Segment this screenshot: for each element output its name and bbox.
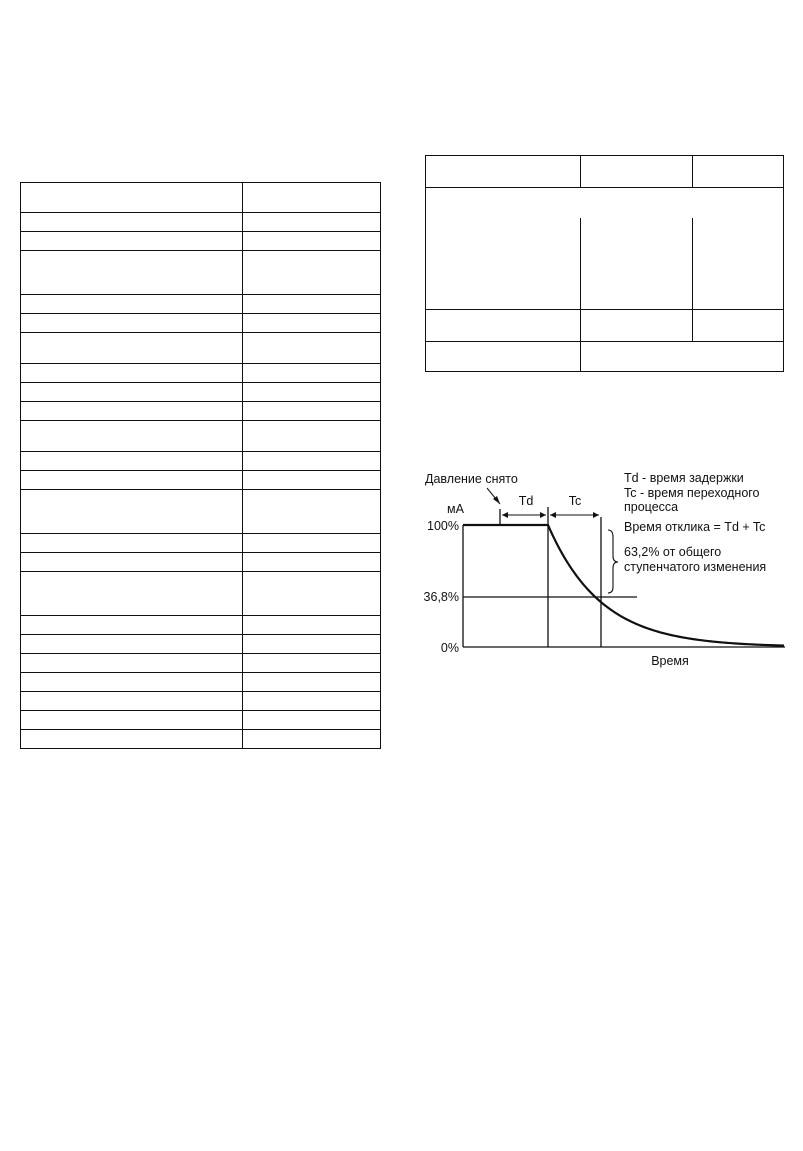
table-cell	[21, 490, 243, 534]
table-row	[426, 342, 784, 372]
table-row	[21, 616, 381, 635]
tc-arrow-right	[593, 512, 599, 518]
td-label: Td	[518, 494, 534, 508]
table-cell	[426, 156, 581, 188]
table-cell	[243, 314, 381, 333]
table-cell	[581, 218, 693, 310]
tc-label: Tc	[568, 494, 582, 508]
table-cell	[426, 342, 581, 372]
legend-td: Td - время задержки	[624, 471, 744, 485]
right-spec-table	[425, 155, 784, 372]
table-row	[21, 572, 381, 616]
table-cell	[21, 383, 243, 402]
table-cell	[21, 673, 243, 692]
table-cell	[21, 553, 243, 572]
table-row	[21, 232, 381, 251]
table-cell	[581, 342, 784, 372]
table-cell	[693, 310, 784, 342]
table-cell	[21, 183, 243, 213]
table-cell	[243, 183, 381, 213]
table-cell	[581, 310, 693, 342]
table-cell	[243, 572, 381, 616]
legend-tc: Tc - время переходного	[624, 486, 760, 500]
table-cell	[21, 471, 243, 490]
table-cell	[21, 711, 243, 730]
table-row	[21, 553, 381, 572]
pressure-released-label: Давление снято	[425, 472, 518, 486]
table-cell	[426, 188, 784, 218]
table-cell	[21, 654, 243, 673]
change-note-line1: 63,2% от общего	[624, 545, 722, 559]
y-tick-label: 36,8%	[423, 590, 459, 604]
table-cell	[243, 490, 381, 534]
change-note-line2: ступенчатого изменения	[624, 560, 767, 574]
table-cell	[243, 452, 381, 471]
table-cell	[581, 156, 693, 188]
td-arrow-left	[502, 512, 508, 518]
table-row	[21, 364, 381, 383]
table-cell	[693, 218, 784, 310]
table-row	[21, 402, 381, 421]
table-cell	[693, 156, 784, 188]
table-cell	[243, 654, 381, 673]
table-row	[21, 635, 381, 654]
table-cell	[243, 213, 381, 232]
step-response-chart	[405, 455, 790, 675]
table-row	[21, 730, 381, 749]
y-tick-label: 0%	[440, 641, 459, 655]
table-row	[21, 183, 381, 213]
response-time-formula: Время отклика = Td + Tc	[624, 520, 766, 534]
table-cell	[243, 421, 381, 452]
table-row	[426, 310, 784, 342]
table-row	[426, 188, 784, 218]
table-row	[21, 213, 381, 232]
left-spec-table	[20, 182, 381, 749]
table-cell	[243, 295, 381, 314]
table-cell	[21, 452, 243, 471]
y-tick-label: 100%	[427, 519, 459, 533]
table-cell	[21, 534, 243, 553]
table-row	[21, 251, 381, 295]
table-row	[21, 534, 381, 553]
response-curve	[463, 525, 784, 646]
table-cell	[243, 471, 381, 490]
table-cell	[21, 364, 243, 383]
table-cell	[21, 730, 243, 749]
table-cell	[243, 534, 381, 553]
legend-tc-continued: процесса	[624, 500, 679, 514]
table-cell	[426, 218, 581, 310]
table-cell	[21, 333, 243, 364]
table-cell	[243, 553, 381, 572]
change-brace	[608, 530, 618, 593]
table-row	[21, 295, 381, 314]
table-row	[426, 218, 784, 310]
table-cell	[21, 232, 243, 251]
table-row	[21, 673, 381, 692]
td-arrow-right	[540, 512, 546, 518]
table-cell	[243, 383, 381, 402]
table-row	[21, 383, 381, 402]
table-cell	[21, 572, 243, 616]
table-cell	[243, 692, 381, 711]
table-cell	[21, 314, 243, 333]
table-row	[21, 333, 381, 364]
table-cell	[243, 711, 381, 730]
table-row	[21, 452, 381, 471]
table-cell	[243, 232, 381, 251]
table-cell	[21, 295, 243, 314]
table-cell	[243, 730, 381, 749]
table-row	[426, 156, 784, 188]
table-cell	[21, 421, 243, 452]
table-cell	[243, 251, 381, 295]
table-row	[21, 471, 381, 490]
table-cell	[243, 402, 381, 421]
table-cell	[243, 635, 381, 654]
table-cell	[21, 616, 243, 635]
table-cell	[21, 251, 243, 295]
table-cell	[426, 310, 581, 342]
tc-arrow-left	[550, 512, 556, 518]
y-axis-label: мА	[447, 502, 464, 516]
table-row	[21, 421, 381, 452]
table-row	[21, 490, 381, 534]
table-row	[21, 314, 381, 333]
table-row	[21, 711, 381, 730]
table-cell	[243, 616, 381, 635]
table-cell	[21, 635, 243, 654]
table-cell	[21, 213, 243, 232]
table-cell	[21, 692, 243, 711]
table-row	[21, 654, 381, 673]
table-cell	[243, 364, 381, 383]
table-cell	[243, 333, 381, 364]
x-axis-label: Время	[651, 654, 689, 668]
table-cell	[21, 402, 243, 421]
table-cell	[243, 673, 381, 692]
table-row	[21, 692, 381, 711]
